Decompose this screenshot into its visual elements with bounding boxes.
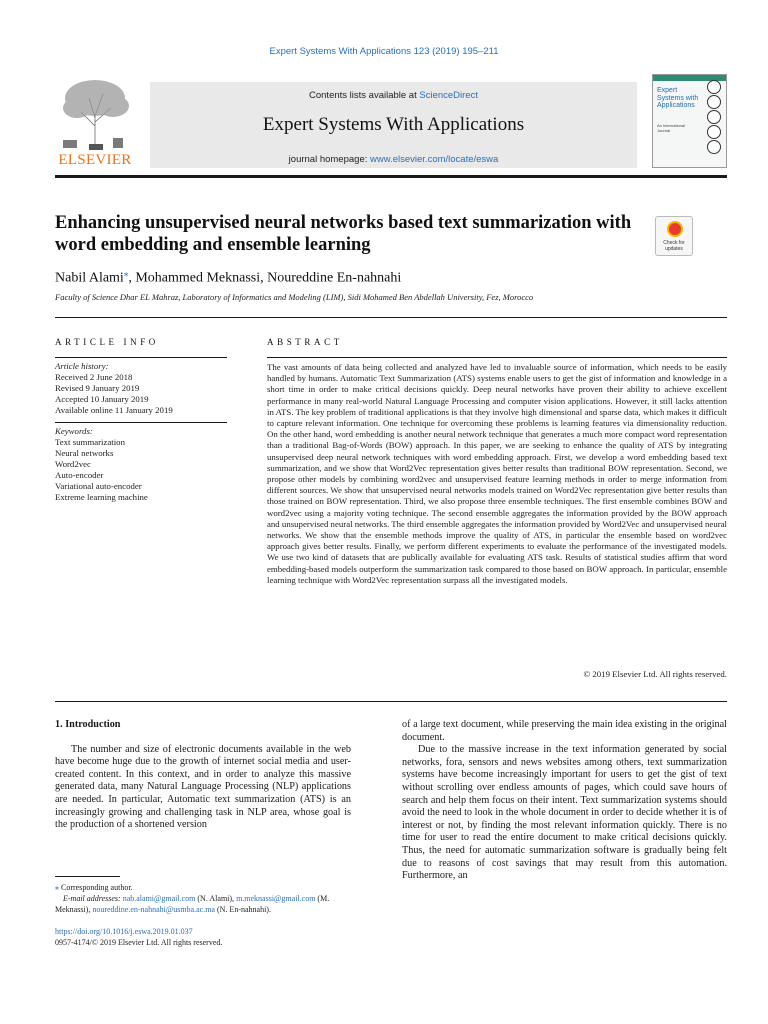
article-info bbox=[55, 357, 227, 503]
affiliation: Faculty of Science Dhar EL Mahraz, Laboratory of Informatics and Modeling (LIM), Sidi Mohamed Ben Abdellah University, Fez, Morocco bbox=[55, 292, 534, 302]
author-list bbox=[55, 268, 401, 287]
tree-of-knowledge-icon bbox=[55, 74, 135, 152]
info-divider bbox=[55, 422, 227, 423]
homepage-prefix: journal homepage: bbox=[288, 154, 371, 165]
journal-homepage-link[interactable]: www.elsevier.com/locate/eswa bbox=[370, 154, 499, 165]
keyword-item: Word2vec bbox=[55, 459, 91, 469]
email-owner: (N. Alami), bbox=[195, 894, 237, 903]
cover-title: Expert Systems with Applications bbox=[657, 87, 699, 109]
keyword-item: Auto-encoder bbox=[55, 470, 104, 480]
elsevier-logo bbox=[55, 74, 135, 170]
journal-banner bbox=[150, 82, 637, 168]
email-owner: (N. En-nahnahi). bbox=[214, 905, 271, 914]
abstract-copyright: © 2019 Elsevier Ltd. All rights reserved. bbox=[583, 669, 727, 679]
author-name[interactable]: Nabil Alami bbox=[55, 270, 124, 286]
crossmark-icon bbox=[667, 221, 683, 237]
history-item: Received 2 June 2018 bbox=[55, 372, 133, 382]
history-item: Revised 9 January 2019 bbox=[55, 383, 140, 393]
footnote-mark[interactable]: ⁎ bbox=[55, 883, 59, 892]
abstract-divider bbox=[267, 357, 727, 358]
footnote bbox=[55, 882, 351, 915]
paper-title: Enhancing unsupervised neural networks based text summarization with word embedding and ensemble learning bbox=[55, 213, 632, 255]
body-right-column bbox=[402, 719, 727, 883]
body-paragraph: The number and size of electronic documents available in the web have become huge due to the growth of internet social media and user-created content. In this context, and in order to analyze this massive generated data, many Natural Language Processing (NLP) applications are needed. In particular, Automatic text summarization (ATS) is an increasingly growing and challenging task in NLP area, whose goal is the production of a shortened version bbox=[55, 743, 351, 831]
email-addresses bbox=[55, 893, 351, 915]
email-link[interactable]: nab.alami@gmail.com bbox=[122, 894, 196, 903]
doi-block bbox=[55, 926, 222, 948]
keyword-item: Text summarization bbox=[55, 437, 125, 447]
cover-circle-icon bbox=[707, 95, 721, 109]
introduction-heading: 1. Introduction bbox=[55, 719, 121, 730]
cover-circle-icon bbox=[707, 110, 721, 124]
contents-line bbox=[150, 90, 637, 101]
abstract-heading: ABSTRACT bbox=[267, 337, 343, 347]
keyword-item: Extreme learning machine bbox=[55, 492, 148, 502]
history-label: Article history: bbox=[55, 361, 109, 371]
keywords-label: Keywords: bbox=[55, 426, 93, 436]
homepage-line bbox=[150, 154, 637, 165]
corresponding-author-mark[interactable]: ⁎ bbox=[123, 268, 129, 278]
check-for-updates-badge[interactable] bbox=[655, 216, 693, 256]
contents-prefix: Contents lists available at bbox=[309, 90, 420, 101]
footnote-divider bbox=[55, 876, 120, 877]
corresponding-label: Corresponding author. bbox=[61, 883, 133, 892]
history-item: Available online 11 January 2019 bbox=[55, 405, 173, 415]
corresponding-note bbox=[55, 882, 351, 893]
journal-cover-thumbnail[interactable] bbox=[652, 74, 727, 168]
email-label: E-mail addresses: bbox=[63, 894, 121, 903]
body-paragraph: Due to the massive increase in the text information generated by social networks, fora, sensors and news websites among others, text summarization systems have become increasingly important for users to get the gist of text without scrolling over endless amounts of pages, which could save hours of search and help them focus on their intent. Text summarization systems should avoid the need to look in the whole document in order to decide whether it is of interest or not, by finding the most relevant information quickly. There is no time for user to read the entire document to make critical decisions quickly. Thus, the need for automatic summarization software is gradually being felt due to reasons of cost savings that may result from this automation. Furthermore, an bbox=[402, 744, 727, 882]
affiliation-divider bbox=[55, 317, 727, 318]
author-separator: , bbox=[260, 270, 268, 286]
cover-circle-icon bbox=[707, 80, 721, 94]
cover-subtitle: An International Journal bbox=[657, 123, 686, 133]
cover-circle-icon bbox=[707, 125, 721, 139]
doi-link[interactable]: https://doi.org/10.1016/j.eswa.2019.01.037 bbox=[55, 927, 193, 936]
sciencedirect-link[interactable]: ScienceDirect bbox=[419, 90, 478, 101]
body-left-column bbox=[55, 719, 351, 832]
body-divider bbox=[55, 701, 727, 702]
crossmark-label: Check for updates bbox=[663, 240, 685, 252]
history-item: Accepted 10 January 2019 bbox=[55, 394, 149, 404]
author-name[interactable]: Mohammed Meknassi bbox=[135, 270, 261, 286]
header-divider bbox=[55, 175, 727, 178]
email-link[interactable]: m.meknassi@gmail.com bbox=[236, 894, 316, 903]
journal-title: Expert Systems With Applications bbox=[262, 114, 525, 135]
email-link[interactable]: noureddine.en-nahnahi@usmba.ac.ma bbox=[92, 905, 215, 914]
article-info-heading: ARTICLE INFO bbox=[55, 337, 159, 347]
publisher-name: ELSEVIER bbox=[58, 152, 132, 168]
info-divider bbox=[55, 357, 227, 358]
abstract-text: The vast amounts of data being collected and analyzed have led to invaluable source of information, which needs to be easily handled by humans. Automatic Text Summarization (ATS) systems enable users to get the gist of information and knowledge in a short time in order to make critical decisions quickly. Deep neural networks have proven their ability to achieve excellent performance in many real-world Natural Language Processing and computer vision applications. However, it still lacks attention in ATS. The key problem of traditional applications is that they involve high dimensional and sparse data, which makes it difficult to capture relevant information. One technique for overcoming these problems is learning features via dimensionality reduction. On the other hand, word embedding is another neural network technique that generates a much more compact word representation than a traditional Bag-of-Words (BOW) approach. In this paper, we are seeking to enhance the quality of ATS by integrating unsupervised deep neural network techniques with word embedding approach. First, we develop a word embedding based text summarization, and we show that Word2Vec representation gives better results than traditional BOW representation. Second, we propose other models by combining word2vec and unsupervised feature learning methods in order to merge information from different sources. We show that unsupervised neural networks models trained on Word2Vec representation give better results than those trained on BOW representation. Third, we also propose three ensemble techniques. The first ensemble combines BOW and word2vec using a majority voting technique. The second ensemble aggregates the information provided by the BOW approach and unsupervised neural networks. The third ensemble aggregates the information provided by Word2Vec and unsupervised neural networks. We show that the ensemble methods improve the quality of ATS, in particular the ensemble based on word2vec approach gives better results. Finally, we perform different experiments to evaluate the performance of the investigated models. We use two kind of datasets that are publically available for evaluating ATS task. Results of statistical studies affirm that word embedding-based models outperform the summarization task compared to those based on BOW approach. In particular, ensemble learning technique with Word2Vec representation surpass all the investigated models. bbox=[267, 362, 727, 585]
email-owner: (M. Meknassi), bbox=[55, 894, 330, 914]
keyword-item: Variational auto-encoder bbox=[55, 481, 142, 491]
cover-icons bbox=[703, 79, 723, 155]
body-paragraph: of a large text document, while preserving the main idea existing in the original document. bbox=[402, 719, 727, 743]
keyword-item: Neural networks bbox=[55, 448, 114, 458]
journal-reference[interactable]: Expert Systems With Applications 123 (2019) 195–211 bbox=[269, 46, 499, 57]
journal-header bbox=[55, 74, 727, 170]
author-separator: , bbox=[128, 270, 136, 286]
author-name[interactable]: Noureddine En-nahnahi bbox=[267, 270, 402, 286]
cover-circle-icon bbox=[707, 140, 721, 154]
issn-line: 0957-4174/© 2019 Elsevier Ltd. All rights reserved. bbox=[55, 938, 223, 947]
